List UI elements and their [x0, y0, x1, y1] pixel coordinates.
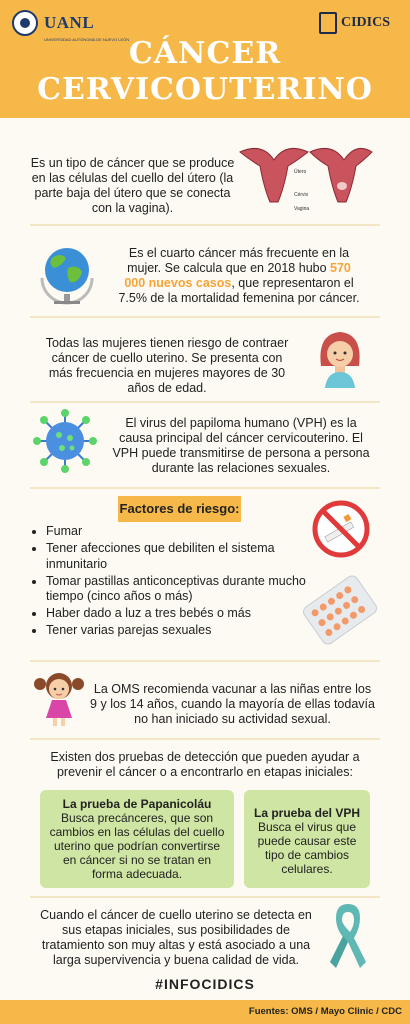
no-smoking-icon — [310, 498, 372, 560]
tests-intro: Existen dos pruebas de detección que pueden ayudar a prevenir el cáncer o a encontrarlo en etapas iniciales: — [50, 750, 360, 779]
pap-test-text: Busca precánceres, que son cambios en las células del cuello uterino que podrían convertirse en cáncer si no se tratan en forma adecuada. — [49, 811, 225, 881]
vph-test-title: La prueba del VPH — [253, 806, 361, 820]
intro-text: Es un tipo de cáncer que se produce en las células del cuello del útero (la parte baja del útero que se conecta con la vagina). — [30, 156, 235, 215]
divider — [30, 401, 380, 403]
vaccine-text: La OMS recomienda vacunar a las niñas entre los 9 y los 14 años, cuando la mayoría de ellas todavía no han iniciado su actividad sexual. — [90, 682, 375, 726]
uanl-logo-text: UANL — [44, 13, 95, 32]
globe-icon — [34, 240, 100, 306]
divider — [30, 487, 380, 489]
divider — [30, 224, 380, 226]
label-utero: Útero — [294, 169, 307, 175]
virus-icon — [32, 408, 98, 474]
hashtag: #INFOCIDICS — [155, 976, 255, 992]
girl-icon — [34, 668, 84, 728]
stats-highlight: 570 000 nuevos casos — [124, 261, 351, 290]
cidics-logo-text: CIDICS — [340, 15, 390, 30]
label-cervix: Cérvix — [294, 192, 309, 198]
stats-text — [116, 246, 362, 306]
header-banner — [0, 0, 410, 118]
risk-factors-title: Factores de riesgo: — [118, 496, 241, 522]
list-item: • Fumar — [46, 524, 326, 540]
uanl-logo-subtitle: UNIVERSIDAD AUTÓNOMA DE NUEVO LEÓN — [44, 37, 130, 42]
divider — [30, 738, 380, 740]
pap-test-card — [40, 790, 234, 888]
list-item: • Tener afecciones que debiliten el sistema inmunitario — [46, 541, 326, 572]
page-title-line2: CERVICOUTERINO — [37, 72, 373, 107]
cidics-logo — [319, 12, 390, 34]
pap-test-title: La prueba de Papanicoláu — [62, 797, 212, 811]
women-risk-text: Todas las mujeres tienen riesgo de contraer cáncer de cuello uterino. Se presenta con más frecuencia en mujeres mayores de 30 años de edad. — [45, 336, 289, 395]
vph-test-card — [244, 790, 370, 888]
uterus-diagram-icon — [232, 138, 377, 218]
divider — [30, 660, 380, 662]
divider — [30, 316, 380, 318]
list-item: • Haber dado a luz a tres bebés o más — [46, 606, 326, 622]
label-vagina: Vagina — [294, 206, 310, 212]
page-title-line1: CÁNCER — [128, 36, 282, 71]
list-item: • Tomar pastillas anticonceptivas durante mucho tiempo (cinco años o más) — [46, 574, 326, 605]
list-item: • Tener varias parejas sexuales — [46, 623, 326, 639]
risk-factors-list — [28, 524, 326, 640]
uanl-logo — [12, 10, 130, 42]
virus-text: El virus del papiloma humano (VPH) es la causa principal del cáncer cervicouterino. El VPH puede transmitirse de persona a persona durante las relaciones sexuales. — [112, 416, 370, 475]
sources-text: Fuentes: OMS / Mayo Clinic / CDC — [248, 1006, 402, 1017]
closing-text: Cuando el cáncer de cuello uterino se detecta en sus etapas iniciales, sus posibilidades de tratamiento son muy altas y está asociado a una larga supervivencia y buena calidad de vida. — [40, 908, 312, 967]
awareness-ribbon-icon — [326, 898, 370, 972]
footer-bar — [0, 1000, 410, 1024]
pill-pack-icon — [300, 570, 380, 650]
vph-test-text: Busca el virus que puede causar este tipo de cambios celulares. — [257, 820, 357, 876]
university-seal-icon — [12, 10, 38, 36]
stats-text-before: Es el cuarto cáncer más frecuente en la mujer. Se calcula que en 2018 hubo — [127, 246, 350, 275]
stats-text-after: , que representaron el 7.5% de la mortalidad femenina por cáncer. — [118, 276, 360, 305]
book-logo-icon — [319, 12, 337, 34]
woman-avatar-icon — [315, 326, 365, 392]
